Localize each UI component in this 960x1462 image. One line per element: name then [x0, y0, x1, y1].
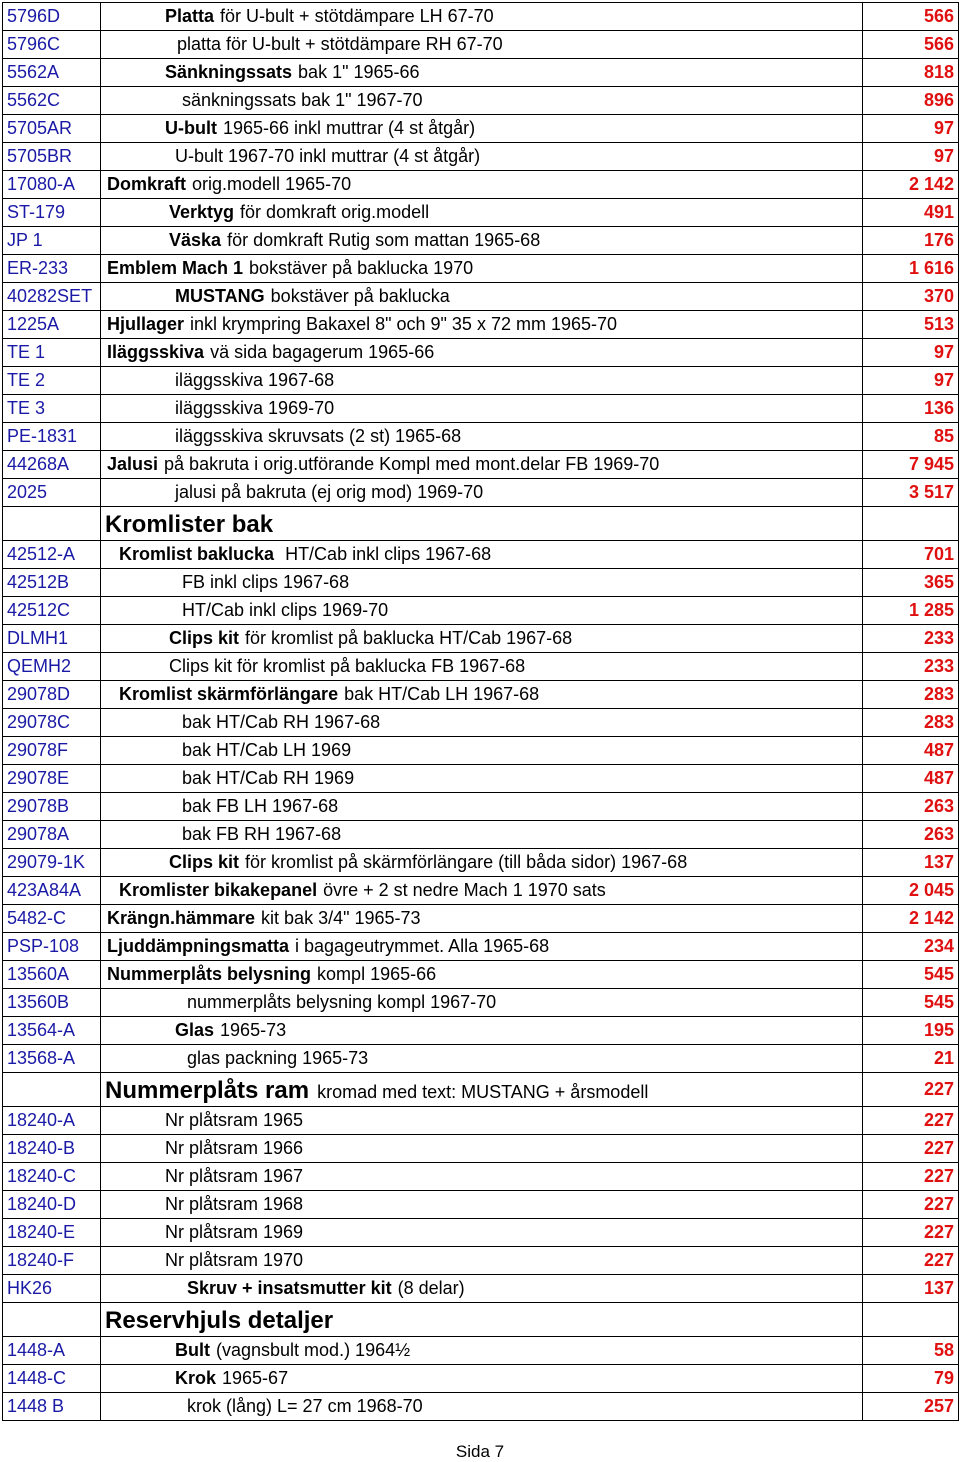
part-description: [101, 541, 863, 569]
part-description: [101, 59, 863, 87]
part-details: orig.modell 1965-70: [192, 174, 352, 194]
part-price: 566: [863, 31, 959, 59]
part-details: (8 delar): [397, 1278, 465, 1298]
part-number: 29078F: [3, 737, 101, 765]
part-name: Krängn.hämmare: [107, 908, 256, 928]
table-row: [3, 933, 959, 961]
part-details: Nr plåtsram 1966: [165, 1138, 304, 1158]
part-description: [101, 569, 863, 597]
section-note: kromad med text: MUSTANG + årsmodell: [317, 1081, 649, 1102]
table-row: [3, 737, 959, 765]
part-price: 227: [863, 1163, 959, 1191]
part-price: 491: [863, 199, 959, 227]
part-number: [3, 1073, 101, 1107]
part-name: Bult: [175, 1340, 210, 1360]
part-number: DLMH1: [3, 625, 101, 653]
part-price: 136: [863, 395, 959, 423]
part-number: 13564-A: [3, 1017, 101, 1045]
table-row: [3, 877, 959, 905]
part-price: 701: [863, 541, 959, 569]
part-description: [101, 1135, 863, 1163]
table-row: [3, 87, 959, 115]
part-number: 13560B: [3, 989, 101, 1017]
part-details: glas packning 1965-73: [187, 1048, 369, 1068]
part-description: [101, 115, 863, 143]
part-number: 44268A: [3, 451, 101, 479]
part-price: 283: [863, 709, 959, 737]
part-details: 1965-73: [220, 1020, 287, 1040]
section-title: Kromlister bak: [105, 510, 274, 538]
part-details: iläggsskiva 1969-70: [175, 398, 335, 418]
table-row: [3, 1393, 959, 1421]
part-description: [101, 933, 863, 961]
part-number: 18240-A: [3, 1107, 101, 1135]
table-row: [3, 1219, 959, 1247]
part-description: [101, 1163, 863, 1191]
part-price: 176: [863, 227, 959, 255]
part-description: [101, 283, 863, 311]
part-description: [101, 339, 863, 367]
part-details: HT/Cab inkl clips 1967-68: [280, 544, 492, 564]
part-description: [101, 367, 863, 395]
table-row: [3, 59, 959, 87]
part-number: 5562A: [3, 59, 101, 87]
part-name: Glas: [175, 1020, 215, 1040]
part-description: [101, 507, 863, 541]
part-number: 5796C: [3, 31, 101, 59]
part-details: iläggsskiva skruvsats (2 st) 1965-68: [175, 426, 462, 446]
part-details: FB inkl clips 1967-68: [182, 572, 350, 592]
part-details: för domkraft orig.modell: [240, 202, 430, 222]
part-price: 195: [863, 1017, 959, 1045]
part-price: 545: [863, 961, 959, 989]
part-name: Kromlist baklucka: [119, 544, 275, 564]
part-name: Kromlister bikakepanel: [119, 880, 318, 900]
part-name: Sänkningssats: [165, 62, 293, 82]
table-row: [3, 625, 959, 653]
part-number: PE-1831: [3, 423, 101, 451]
part-description: [101, 653, 863, 681]
part-details: för kromlist på baklucka HT/Cab 1967-68: [245, 628, 573, 648]
part-details: HT/Cab inkl clips 1969-70: [182, 600, 389, 620]
table-row: [3, 143, 959, 171]
table-row: [3, 1247, 959, 1275]
part-name: Verktyg: [169, 202, 235, 222]
part-description: [101, 479, 863, 507]
part-price: 365: [863, 569, 959, 597]
part-number: 13560A: [3, 961, 101, 989]
table-row: [3, 227, 959, 255]
table-row: [3, 199, 959, 227]
table-row: [3, 849, 959, 877]
part-details: krok (lång) L= 27 cm 1968-70: [187, 1396, 423, 1416]
part-details: jalusi på bakruta (ej orig mod) 1969-70: [175, 482, 484, 502]
part-price: 566: [863, 3, 959, 31]
part-number: 1448-C: [3, 1365, 101, 1393]
part-description: [101, 793, 863, 821]
table-row: [3, 3, 959, 31]
part-number: 18240-C: [3, 1163, 101, 1191]
part-price: 97: [863, 367, 959, 395]
part-number: 29078D: [3, 681, 101, 709]
part-price: 513: [863, 311, 959, 339]
part-description: [101, 3, 863, 31]
part-price: 227: [863, 1107, 959, 1135]
part-price: 97: [863, 143, 959, 171]
table-row: [3, 989, 959, 1017]
table-row: [3, 1337, 959, 1365]
part-details: iläggsskiva 1967-68: [175, 370, 335, 390]
part-price: 233: [863, 625, 959, 653]
part-price: 283: [863, 681, 959, 709]
table-row: [3, 283, 959, 311]
table-row: [3, 821, 959, 849]
part-details: bak HT/Cab LH 1969: [182, 740, 352, 760]
table-row: [3, 1365, 959, 1393]
table-row: [3, 1107, 959, 1135]
part-name: MUSTANG: [175, 286, 265, 306]
section-header-row: [3, 507, 959, 541]
part-name: Domkraft: [107, 174, 187, 194]
part-description: [101, 143, 863, 171]
part-number: 29078B: [3, 793, 101, 821]
part-description: [101, 597, 863, 625]
part-details: bak HT/Cab LH 1967-68: [344, 684, 540, 704]
part-name: Krok: [175, 1368, 217, 1388]
part-name: Väska: [169, 230, 222, 250]
part-number: 423A84A: [3, 877, 101, 905]
table-row: [3, 367, 959, 395]
part-name: Iläggsskiva: [107, 342, 205, 362]
part-details: för kromlist på skärmförlängare (till båda sidor) 1967-68: [245, 852, 688, 872]
part-price: 370: [863, 283, 959, 311]
part-price: 58: [863, 1337, 959, 1365]
part-price: [863, 1303, 959, 1337]
table-row: [3, 653, 959, 681]
part-price: 263: [863, 793, 959, 821]
table-row: [3, 765, 959, 793]
table-row: [3, 31, 959, 59]
part-number: 42512-A: [3, 541, 101, 569]
parts-table: [2, 2, 959, 1421]
part-description: [101, 227, 863, 255]
part-details: Nr plåtsram 1970: [165, 1250, 304, 1270]
part-description: [101, 1073, 863, 1107]
part-price: 7 945: [863, 451, 959, 479]
part-number: 29079-1K: [3, 849, 101, 877]
part-price: 227: [863, 1247, 959, 1275]
part-details: inkl krympring Bakaxel 8" och 9" 35 x 72 mm 1965-70: [190, 314, 618, 334]
part-description: [101, 311, 863, 339]
part-details: kit bak 3/4" 1965-73: [261, 908, 421, 928]
part-number: 5705AR: [3, 115, 101, 143]
part-details: vä sida bagagerum 1965-66: [210, 342, 435, 362]
table-row: [3, 709, 959, 737]
part-price: 97: [863, 115, 959, 143]
part-price: 227: [863, 1219, 959, 1247]
part-description: [101, 709, 863, 737]
table-row: [3, 1135, 959, 1163]
part-price: 85: [863, 423, 959, 451]
part-details: Nr plåtsram 1967: [165, 1166, 304, 1186]
table-row: [3, 905, 959, 933]
part-number: 5562C: [3, 87, 101, 115]
part-price: 79: [863, 1365, 959, 1393]
part-description: [101, 1017, 863, 1045]
part-details: U-bult 1967-70 inkl muttrar (4 st åtgår): [175, 146, 481, 166]
part-details: bak FB RH 1967-68: [182, 824, 342, 844]
part-price: 545: [863, 989, 959, 1017]
part-price: 2 142: [863, 171, 959, 199]
part-number: PSP-108: [3, 933, 101, 961]
table-row: [3, 311, 959, 339]
part-description: [101, 737, 863, 765]
part-price: 263: [863, 821, 959, 849]
part-details: bak HT/Cab RH 1967-68: [182, 712, 381, 732]
parts-table-body: [3, 3, 959, 1421]
part-number: 5796D: [3, 3, 101, 31]
part-details: bokstäver på baklucka: [270, 286, 450, 306]
table-row: [3, 171, 959, 199]
part-name: Jalusi: [107, 454, 159, 474]
table-row: [3, 423, 959, 451]
part-details: kompl 1965-66: [317, 964, 437, 984]
part-description: [101, 1247, 863, 1275]
part-name: Skruv + insatsmutter kit: [187, 1278, 392, 1298]
part-number: QEMH2: [3, 653, 101, 681]
table-row: [3, 1275, 959, 1303]
part-number: 2025: [3, 479, 101, 507]
part-details: 1965-66 inkl muttrar (4 st åtgår): [222, 118, 476, 138]
section-title: Reservhjuls detaljer: [105, 1306, 334, 1334]
part-number: ST-179: [3, 199, 101, 227]
part-description: [101, 1393, 863, 1421]
part-details: bak FB LH 1967-68: [182, 796, 339, 816]
part-number: HK26: [3, 1275, 101, 1303]
part-name: Hjullager: [107, 314, 185, 334]
part-price: 257: [863, 1393, 959, 1421]
part-details: bokstäver på baklucka 1970: [249, 258, 474, 278]
part-details: Nr plåtsram 1965: [165, 1110, 304, 1130]
part-number: 29078A: [3, 821, 101, 849]
part-details: nummerplåts belysning kompl 1967-70: [187, 992, 497, 1012]
part-price: 487: [863, 765, 959, 793]
part-name: Platta: [165, 6, 215, 26]
part-description: [101, 1191, 863, 1219]
table-row: [3, 793, 959, 821]
part-details: Nr plåtsram 1969: [165, 1222, 304, 1242]
part-price: 137: [863, 1275, 959, 1303]
part-number: TE 3: [3, 395, 101, 423]
part-price: 2 045: [863, 877, 959, 905]
part-price: 487: [863, 737, 959, 765]
part-details: för U-bult + stötdämpare LH 67-70: [220, 6, 494, 26]
part-number: 1448-A: [3, 1337, 101, 1365]
table-row: [3, 255, 959, 283]
part-description: [101, 423, 863, 451]
table-row: [3, 1045, 959, 1073]
part-details: bak HT/Cab RH 1969: [182, 768, 355, 788]
part-number: 18240-D: [3, 1191, 101, 1219]
part-name: Kromlist skärmförlängare: [119, 684, 339, 704]
part-description: [101, 255, 863, 283]
part-details: bak 1" 1965-66: [298, 62, 420, 82]
part-number: 42512C: [3, 597, 101, 625]
table-row: [3, 681, 959, 709]
part-name: Ljuddämpningsmatta: [107, 936, 290, 956]
part-description: [101, 1219, 863, 1247]
part-number: [3, 1303, 101, 1337]
part-price: 818: [863, 59, 959, 87]
part-details: för domkraft Rutig som mattan 1965-68: [227, 230, 541, 250]
table-row: [3, 451, 959, 479]
part-description: [101, 199, 863, 227]
section-header-row: [3, 1303, 959, 1337]
part-description: [101, 1337, 863, 1365]
part-price: 3 517: [863, 479, 959, 507]
part-description: [101, 905, 863, 933]
part-description: [101, 1275, 863, 1303]
part-details: (vagnsbult mod.) 1964½: [216, 1340, 411, 1360]
part-description: [101, 171, 863, 199]
part-details: platta för U-bult + stötdämpare RH 67-70: [177, 34, 503, 54]
part-description: [101, 1365, 863, 1393]
part-price: 2 142: [863, 905, 959, 933]
part-price: 233: [863, 653, 959, 681]
part-name: U-bult: [165, 118, 217, 138]
page-number: Sida 7: [455, 1442, 505, 1461]
part-number: 18240-E: [3, 1219, 101, 1247]
part-price: [863, 507, 959, 541]
part-number: JP 1: [3, 227, 101, 255]
part-price: 21: [863, 1045, 959, 1073]
part-price: 97: [863, 339, 959, 367]
part-price: 234: [863, 933, 959, 961]
table-row: [3, 597, 959, 625]
part-name: Emblem Mach 1: [107, 258, 244, 278]
part-description: [101, 765, 863, 793]
table-row: [3, 339, 959, 367]
part-details: övre + 2 st nedre Mach 1 1970 sats: [323, 880, 606, 900]
part-description: [101, 681, 863, 709]
part-name: Nummerplåts belysning: [107, 964, 312, 984]
part-description: [101, 1045, 863, 1073]
part-description: [101, 1303, 863, 1337]
part-number: 40282SET: [3, 283, 101, 311]
part-price: 1 616: [863, 255, 959, 283]
part-price: 896: [863, 87, 959, 115]
part-details: 1965-67: [222, 1368, 289, 1388]
table-row: [3, 479, 959, 507]
part-number: 13568-A: [3, 1045, 101, 1073]
part-number: 18240-B: [3, 1135, 101, 1163]
part-description: [101, 451, 863, 479]
part-number: 5705BR: [3, 143, 101, 171]
part-details: i bagageutrymmet. Alla 1965-68: [295, 936, 550, 956]
part-number: 18240-F: [3, 1247, 101, 1275]
part-number: 29078E: [3, 765, 101, 793]
part-number: ER-233: [3, 255, 101, 283]
part-number: 5482-C: [3, 905, 101, 933]
section-title: Nummerplåts ram: [105, 1076, 310, 1104]
table-row: [3, 961, 959, 989]
part-name: Clips kit: [169, 852, 240, 872]
part-description: [101, 989, 863, 1017]
table-row: [3, 569, 959, 597]
part-price: 227: [863, 1191, 959, 1219]
part-description: [101, 821, 863, 849]
table-row: [3, 395, 959, 423]
part-number: [3, 507, 101, 541]
part-details: sänkningssats bak 1" 1967-70: [182, 90, 423, 110]
part-price: 227: [863, 1135, 959, 1163]
part-details: Nr plåtsram 1968: [165, 1194, 304, 1214]
part-details: Clips kit för kromlist på baklucka FB 1967-68: [169, 656, 526, 676]
part-number: 42512B: [3, 569, 101, 597]
table-row: [3, 1163, 959, 1191]
table-row: [3, 541, 959, 569]
part-description: [101, 961, 863, 989]
part-number: 1448 B: [3, 1393, 101, 1421]
part-description: [101, 87, 863, 115]
part-description: [101, 849, 863, 877]
table-row: [3, 1017, 959, 1045]
part-number: 1225A: [3, 311, 101, 339]
part-description: [101, 877, 863, 905]
part-description: [101, 395, 863, 423]
part-description: [101, 31, 863, 59]
part-number: 29078C: [3, 709, 101, 737]
part-number: TE 2: [3, 367, 101, 395]
part-description: [101, 625, 863, 653]
table-row: [3, 1191, 959, 1219]
part-price: 137: [863, 849, 959, 877]
part-description: [101, 1107, 863, 1135]
part-price: 227: [863, 1073, 959, 1107]
table-row: [3, 115, 959, 143]
part-number: 17080-A: [3, 171, 101, 199]
part-number: TE 1: [3, 339, 101, 367]
part-details: på bakruta i orig.utförande Kompl med mont.delar FB 1969-70: [164, 454, 660, 474]
section-header-row: [3, 1073, 959, 1107]
part-price: 1 285: [863, 597, 959, 625]
part-name: Clips kit: [169, 628, 240, 648]
